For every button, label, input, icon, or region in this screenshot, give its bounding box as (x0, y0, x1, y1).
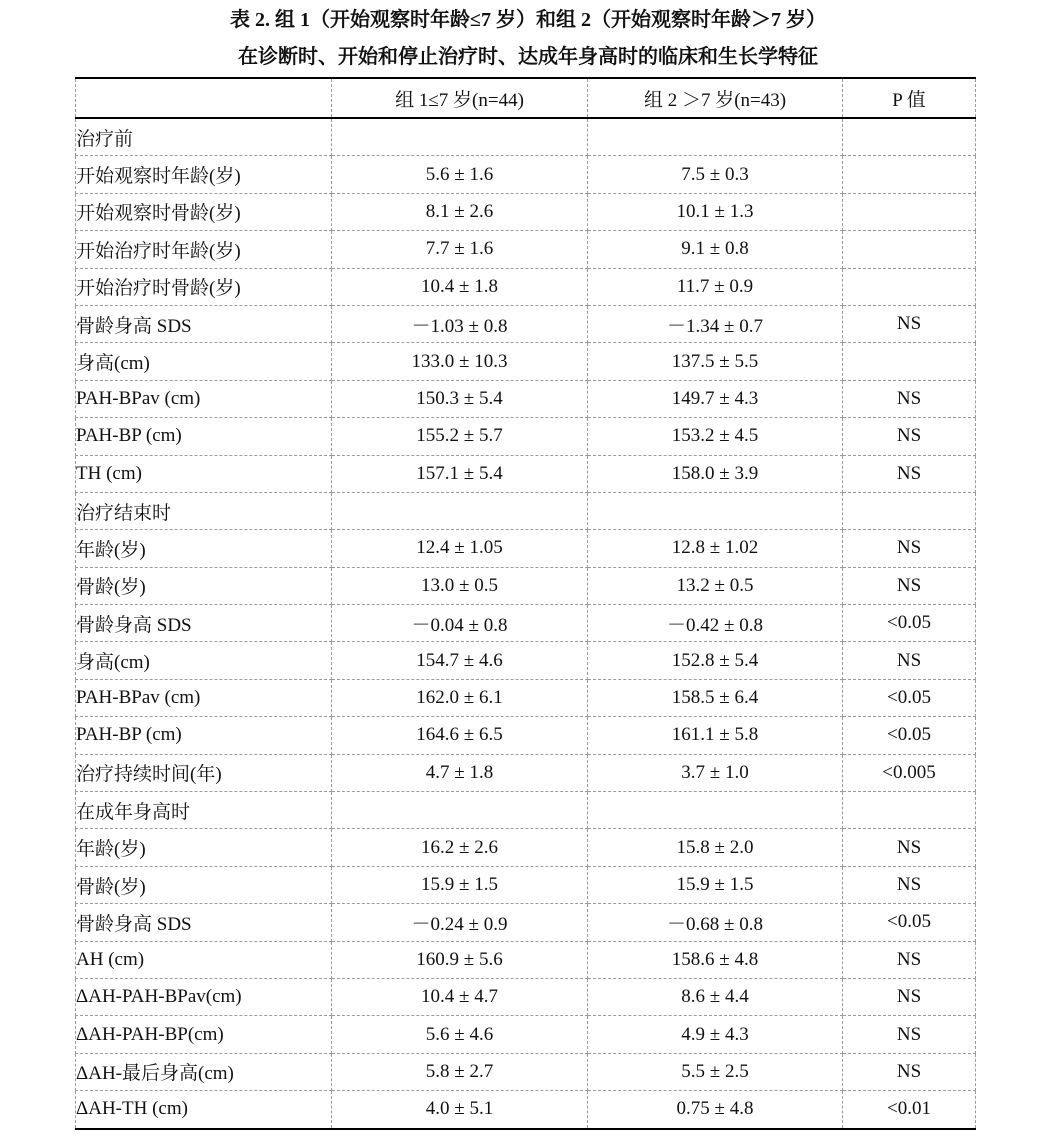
p-value: NS (843, 642, 976, 679)
group1-value: 133.0 ± 10.3 (332, 343, 588, 380)
table-row (76, 231, 976, 268)
row-label: 骨龄身高 SDS (76, 605, 332, 642)
empty-cell (843, 792, 976, 829)
group1-value: 150.3 ± 5.4 (332, 380, 588, 417)
row-label: PAH-BPav (cm) (76, 679, 332, 716)
group2-value: 152.8 ± 5.4 (588, 642, 843, 679)
row-label: AH (cm) (76, 941, 332, 978)
empty-cell (588, 792, 843, 829)
group1-value: 4.0 ± 5.1 (332, 1091, 588, 1129)
group2-value: 12.8 ± 1.02 (588, 530, 843, 567)
empty-cell (332, 492, 588, 529)
row-label: 骨龄身高 SDS (76, 904, 332, 941)
header-empty (76, 78, 332, 118)
empty-cell (843, 118, 976, 156)
group1-value: 13.0 ± 0.5 (332, 567, 588, 604)
group2-value: 9.1 ± 0.8 (588, 231, 843, 268)
empty-cell (332, 118, 588, 156)
group2-value: 5.5 ± 2.5 (588, 1053, 843, 1090)
p-value (843, 268, 976, 305)
table-row (76, 829, 976, 866)
p-value: NS (843, 567, 976, 604)
table-row (76, 156, 976, 193)
table-row (76, 717, 976, 754)
row-label: PAH-BP (cm) (76, 418, 332, 455)
table-row (76, 754, 976, 791)
p-value: NS (843, 418, 976, 455)
group2-value: 10.1 ± 1.3 (588, 193, 843, 230)
header-group1: 组 1≤7 岁(n=44) (332, 78, 588, 118)
group2-value: 13.2 ± 0.5 (588, 567, 843, 604)
group1-value: 15.9 ± 1.5 (332, 866, 588, 903)
group1-value: 4.7 ± 1.8 (332, 754, 588, 791)
section-heading: 在成年身高时 (76, 792, 332, 829)
group1-value: 154.7 ± 4.6 (332, 642, 588, 679)
group1-value: 10.4 ± 1.8 (332, 268, 588, 305)
table-row (76, 305, 976, 342)
table-row (76, 1053, 976, 1090)
table-row (76, 642, 976, 679)
table-row (76, 679, 976, 716)
table-row (76, 1091, 976, 1129)
p-value: NS (843, 530, 976, 567)
group2-value: 149.7 ± 4.3 (588, 380, 843, 417)
table-row (76, 567, 976, 604)
table-title-line2: 在诊断时、开始和停止治疗时、达成年身高时的临床和生长学特征 (238, 46, 818, 68)
table-row (76, 380, 976, 417)
group1-value: －1.03 ± 0.8 (332, 305, 588, 342)
row-label: 身高(cm) (76, 343, 332, 380)
p-value: NS (843, 455, 976, 492)
p-value (843, 231, 976, 268)
group2-value: 11.7 ± 0.9 (588, 268, 843, 305)
p-value: <0.05 (843, 717, 976, 754)
row-label: ΔAH-PAH-BP(cm) (76, 1016, 332, 1053)
table-row (76, 866, 976, 903)
p-value (843, 156, 976, 193)
group2-value: 158.0 ± 3.9 (588, 455, 843, 492)
group1-value: 5.8 ± 2.7 (332, 1053, 588, 1090)
group2-value: 3.7 ± 1.0 (588, 754, 843, 791)
row-label: ΔAH-最后身高(cm) (76, 1053, 332, 1090)
header-row (76, 78, 976, 118)
table-row (76, 418, 976, 455)
p-value: NS (843, 305, 976, 342)
table-row (76, 1016, 976, 1053)
table-row (76, 530, 976, 567)
characteristics-table (75, 77, 976, 1130)
group2-value: －0.42 ± 0.8 (588, 605, 843, 642)
row-label: 开始治疗时骨龄(岁) (76, 268, 332, 305)
group2-value: －0.68 ± 0.8 (588, 904, 843, 941)
row-label: 骨龄身高 SDS (76, 305, 332, 342)
p-value: NS (843, 866, 976, 903)
row-label: ΔAH-PAH-BPav(cm) (76, 978, 332, 1015)
group1-value: －0.24 ± 0.9 (332, 904, 588, 941)
row-label: 年龄(岁) (76, 530, 332, 567)
p-value: NS (843, 380, 976, 417)
p-value: <0.005 (843, 754, 976, 791)
row-label: 开始治疗时年龄(岁) (76, 231, 332, 268)
row-label: TH (cm) (76, 455, 332, 492)
group2-value: －1.34 ± 0.7 (588, 305, 843, 342)
group1-value: 5.6 ± 1.6 (332, 156, 588, 193)
p-value (843, 193, 976, 230)
group1-value: 8.1 ± 2.6 (332, 193, 588, 230)
p-value: NS (843, 978, 976, 1015)
row-label: 骨龄(岁) (76, 567, 332, 604)
p-value: NS (843, 1016, 976, 1053)
group1-value: 12.4 ± 1.05 (332, 530, 588, 567)
group1-value: －0.04 ± 0.8 (332, 605, 588, 642)
section-row (76, 118, 976, 156)
group2-value: 4.9 ± 4.3 (588, 1016, 843, 1053)
section-heading: 治疗前 (76, 118, 332, 156)
group2-value: 0.75 ± 4.8 (588, 1091, 843, 1129)
table-row (76, 904, 976, 941)
group2-value: 158.6 ± 4.8 (588, 941, 843, 978)
table-row (76, 343, 976, 380)
table-row (76, 268, 976, 305)
group1-value: 155.2 ± 5.7 (332, 418, 588, 455)
group2-value: 7.5 ± 0.3 (588, 156, 843, 193)
row-label: 开始观察时年龄(岁) (76, 156, 332, 193)
p-value: <0.05 (843, 904, 976, 941)
row-label: PAH-BPav (cm) (76, 380, 332, 417)
p-value (843, 343, 976, 380)
row-label: 身高(cm) (76, 642, 332, 679)
row-label: ΔAH-TH (cm) (76, 1091, 332, 1129)
group2-value: 137.5 ± 5.5 (588, 343, 843, 380)
row-label: 骨龄(岁) (76, 866, 332, 903)
group1-value: 7.7 ± 1.6 (332, 231, 588, 268)
group1-value: 10.4 ± 4.7 (332, 978, 588, 1015)
section-row (76, 492, 976, 529)
group2-value: 161.1 ± 5.8 (588, 717, 843, 754)
row-label: 年龄(岁) (76, 829, 332, 866)
empty-cell (588, 492, 843, 529)
group1-value: 164.6 ± 6.5 (332, 717, 588, 754)
table-row (76, 941, 976, 978)
section-heading: 治疗结束时 (76, 492, 332, 529)
p-value: NS (843, 941, 976, 978)
p-value: NS (843, 1053, 976, 1090)
group2-value: 158.5 ± 6.4 (588, 679, 843, 716)
group1-value: 162.0 ± 6.1 (332, 679, 588, 716)
table-row (76, 193, 976, 230)
section-row (76, 792, 976, 829)
row-label: 治疗持续时间(年) (76, 754, 332, 791)
table-row (76, 605, 976, 642)
empty-cell (588, 118, 843, 156)
p-value: <0.01 (843, 1091, 976, 1129)
group2-value: 15.8 ± 2.0 (588, 829, 843, 866)
group1-value: 160.9 ± 5.6 (332, 941, 588, 978)
table-row (76, 455, 976, 492)
group2-value: 153.2 ± 4.5 (588, 418, 843, 455)
row-label: PAH-BP (cm) (76, 717, 332, 754)
p-value: <0.05 (843, 679, 976, 716)
group2-value: 15.9 ± 1.5 (588, 866, 843, 903)
empty-cell (843, 492, 976, 529)
empty-cell (332, 792, 588, 829)
group2-value: 8.6 ± 4.4 (588, 978, 843, 1015)
p-value: <0.05 (843, 605, 976, 642)
header-p-value: P 值 (843, 78, 976, 118)
group1-value: 16.2 ± 2.6 (332, 829, 588, 866)
header-group2: 组 2 ＞7 岁(n=43) (588, 78, 843, 118)
row-label: 开始观察时骨龄(岁) (76, 193, 332, 230)
table-title-line1: 表 2. 组 1（开始观察时年龄≤7 岁）和组 2（开始观察时年龄＞7 岁） (230, 9, 826, 31)
group1-value: 5.6 ± 4.6 (332, 1016, 588, 1053)
group1-value: 157.1 ± 5.4 (332, 455, 588, 492)
p-value: NS (843, 829, 976, 866)
table-row (76, 978, 976, 1015)
